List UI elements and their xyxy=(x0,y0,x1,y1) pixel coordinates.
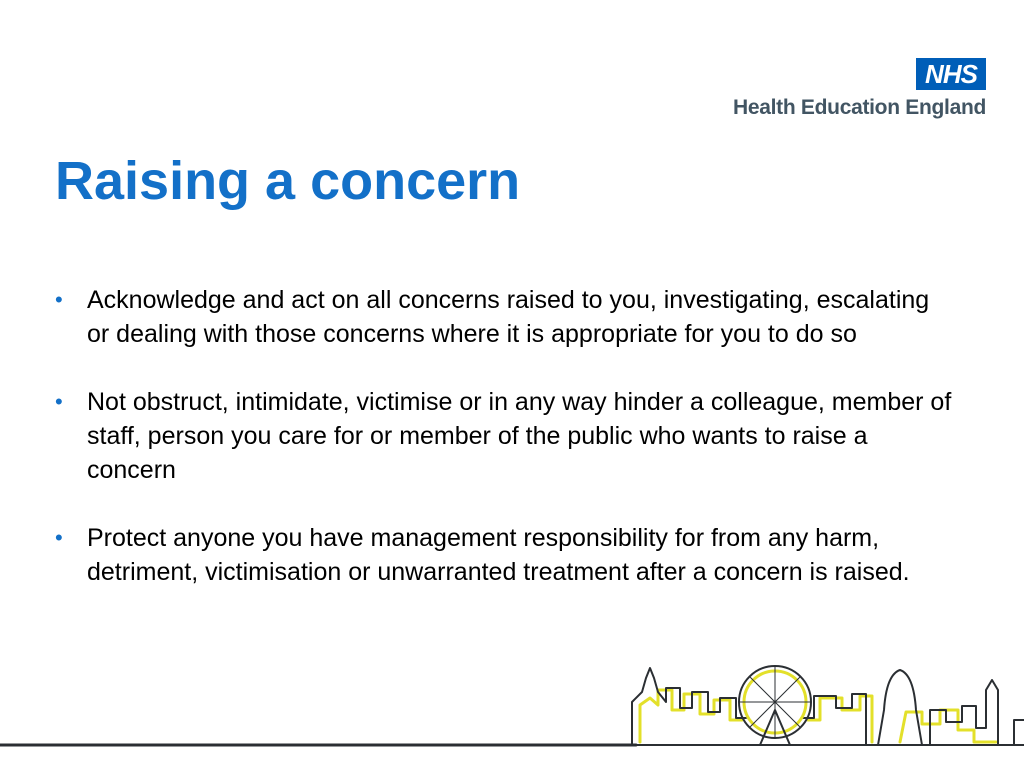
bullet-text: Acknowledge and act on all concerns raised to you, investigating, escalating or dealing with those concerns where it is appropriate for you to do so xyxy=(87,286,930,348)
skyline-eye-spokes xyxy=(739,666,811,738)
bullet-text: Protect anyone you have management responsibility for from any harm, detriment, victimisation or unwarranted treatment after a concern is raised. xyxy=(87,524,910,586)
bullet-icon: • xyxy=(55,389,63,414)
nhs-logo-mark: NHS xyxy=(916,58,986,90)
bullet-icon: • xyxy=(55,287,63,312)
slide-title: Raising a concern xyxy=(55,151,521,211)
bullet-text: Not obstruct, intimidate, victimise or in any way hinder a colleague, member of staff, person you care for or member of the public who wants to raise a concern xyxy=(87,388,952,484)
bullet-item xyxy=(55,385,955,487)
skyline-outline xyxy=(632,668,1024,745)
nhs-hee-logo xyxy=(696,58,986,128)
bullet-icon: • xyxy=(55,525,63,550)
london-skyline-icon xyxy=(0,650,1024,768)
bullet-list xyxy=(55,283,955,623)
skyline-accent-line xyxy=(640,690,996,742)
organisation-name: Health Education England xyxy=(733,96,986,119)
bullet-item xyxy=(55,521,955,589)
bullet-item xyxy=(55,283,955,351)
